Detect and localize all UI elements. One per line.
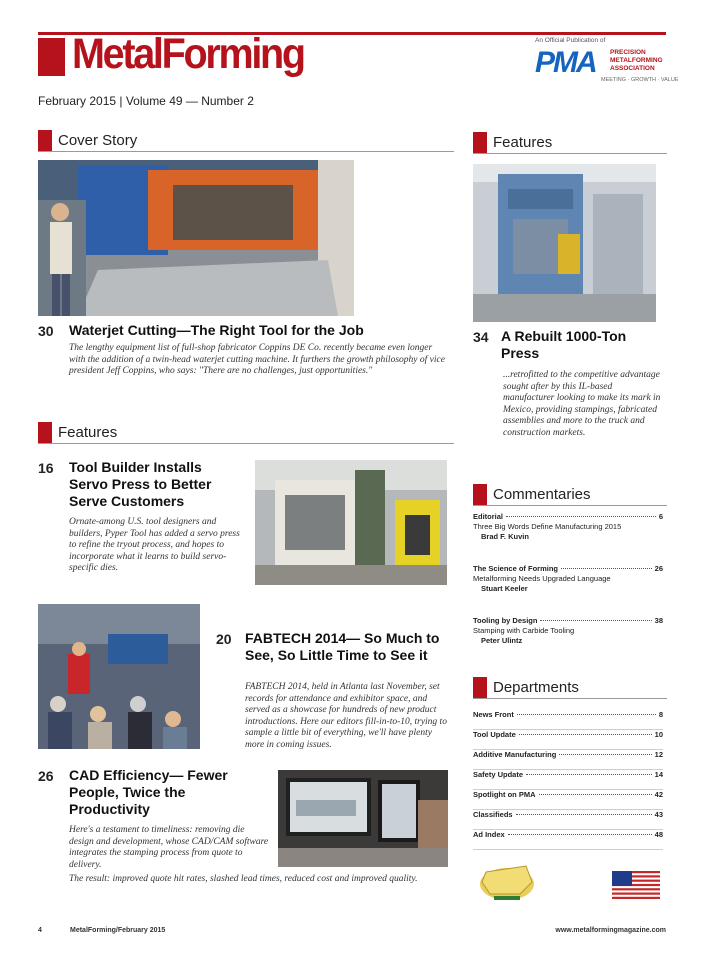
cover-story-page-number: 30 — [38, 323, 54, 339]
section-marker — [473, 132, 487, 153]
department-item[interactable] — [473, 770, 663, 790]
commentary-category: Editorial — [473, 512, 504, 521]
pma-tagline: An Official Publication of — [535, 37, 606, 44]
footer-url[interactable]: www.metalformingmagazine.com — [555, 927, 666, 934]
features-right-header — [473, 132, 552, 153]
commentary-page: 26 — [654, 564, 663, 573]
fabtech-crowd-photo — [38, 604, 200, 749]
section-rule — [473, 505, 667, 506]
department-label: News Front — [473, 710, 514, 719]
feature-page-number: 34 — [473, 329, 489, 345]
cover-story-header — [38, 130, 137, 151]
commentary-page: 38 — [654, 616, 663, 625]
cover-photo-waterjet — [38, 160, 354, 316]
award-seal-icon — [476, 860, 538, 902]
section-marker — [473, 677, 487, 698]
cover-story-headline[interactable]: Waterjet Cutting—The Right Tool for the Job — [69, 322, 364, 338]
feature-deck-continued: The result: improved quote hit rates, slashed lead times, reduced cost and improved quality. — [69, 874, 418, 884]
section-label: Cover Story — [58, 132, 138, 149]
feature-headline[interactable]: FABTECH 2014— So Much to See, So Little Time to See it — [245, 630, 440, 663]
commentary-title: Metalforming Needs Upgraded Language — [473, 574, 611, 583]
magazine-title: MetalForming — [72, 30, 304, 78]
commentary-entry[interactable] — [473, 512, 663, 542]
section-rule — [473, 698, 667, 699]
rebuilt-press-photo — [473, 164, 656, 322]
footer-publication: MetalForming/February 2015 — [70, 927, 166, 934]
department-item[interactable] — [473, 750, 663, 770]
departments-header — [473, 677, 579, 698]
commentary-category: The Science of Forming — [473, 564, 559, 573]
features-header — [38, 422, 117, 443]
department-label: Classifieds — [473, 810, 513, 819]
feature-deck: Ornate-among U.S. tool designers and builders, Pyper Tool has added a servo press to refine the tryout process, and hopes to incorporate what it learns to build servo-specific dies. — [69, 517, 240, 573]
pma-wordmark: PMA — [535, 46, 596, 79]
commentaries-header — [473, 484, 591, 505]
department-item[interactable] — [473, 810, 663, 830]
masthead-accent-block — [38, 38, 65, 76]
section-marker — [473, 484, 487, 505]
feature-page-number: 16 — [38, 460, 54, 476]
department-label: Ad Index — [473, 830, 505, 839]
department-item[interactable] — [473, 730, 663, 750]
pma-association-name: PRECISION METALFORMING ASSOCIATION — [610, 49, 663, 72]
section-label: Commentaries — [493, 486, 591, 503]
department-item[interactable] — [473, 830, 663, 850]
cover-story-deck: The lengthy equipment list of full-shop fabricator Coppins DE Co. recently became even longer with the addition of a twin-head waterjet cutting machine. It furthers the growth philosophy of vice president Jeff Coppins, who says: "There are no challenges, just opportunities." — [69, 343, 445, 376]
commentary-author: Stuart Keeler — [481, 584, 528, 593]
servo-press-photo — [255, 460, 447, 585]
pma-slogan: MEETING · GROWTH · VALUE — [601, 77, 679, 83]
section-label: Features — [493, 134, 553, 151]
commentary-author: Brad F. Kuvin — [481, 532, 529, 541]
feature-headline[interactable]: Tool Builder Installs Servo Press to Better Serve Customers — [69, 459, 212, 509]
us-flag-icon — [612, 871, 660, 899]
feature-headline[interactable]: CAD Efficiency— Fewer People, Twice the Productivity — [69, 767, 228, 817]
section-marker — [38, 130, 52, 151]
department-page: 43 — [654, 810, 663, 819]
section-marker — [38, 422, 52, 443]
cad-workstation-photo — [278, 770, 448, 867]
feature-headline[interactable]: A Rebuilt 1000-Ton Press — [501, 328, 627, 361]
commentary-page: 6 — [658, 512, 663, 521]
department-label: Tool Update — [473, 730, 516, 739]
department-item[interactable] — [473, 790, 663, 810]
department-label: Safety Update — [473, 770, 524, 779]
feature-deck: Here's a testament to timeliness: removing die design and development, whose CAD/CAM software integrates the stamping process from quote to delivery. — [69, 825, 269, 870]
section-rule — [38, 443, 454, 444]
commentary-title: Three Big Words Define Manufacturing 2015 — [473, 522, 622, 531]
feature-page-number: 20 — [216, 631, 232, 647]
department-label: Additive Manufacturing — [473, 750, 557, 759]
department-page: 48 — [654, 830, 663, 839]
department-item[interactable] — [473, 710, 663, 730]
department-page: 12 — [654, 750, 663, 759]
section-label: Departments — [493, 679, 579, 696]
departments-list — [473, 710, 663, 850]
feature-deck: FABTECH 2014, held in Atlanta last November, set records for attendance and exhibitor space, and served as a showcase for hundreds of new product introductions. Here our editors fill-in-to-10, trying to sample a little bit of everything, we'll have plenty more in coming issues. — [245, 682, 447, 750]
department-page: 42 — [654, 790, 663, 799]
footer-page-number: 4 — [38, 927, 42, 934]
department-page: 8 — [658, 710, 663, 719]
commentary-entry[interactable] — [473, 616, 663, 646]
section-rule — [38, 151, 454, 152]
commentary-author: Peter Ulintz — [481, 636, 523, 645]
department-page: 10 — [654, 730, 663, 739]
issue-line: February 2015 | Volume 49 — Number 2 — [38, 94, 254, 108]
feature-page-number: 26 — [38, 768, 54, 784]
commentary-title: Stamping with Carbide Tooling — [473, 626, 575, 635]
department-page: 14 — [654, 770, 663, 779]
feature-deck: ...retrofitted to the competitive advantage sought after by this IL-based manufacturer looking to make its mark in Mexico, providing stampings, fabricated assemblies and more to the truck and construction markets. — [503, 370, 661, 438]
commentary-category: Tooling by Design — [473, 616, 538, 625]
commentary-entry[interactable] — [473, 564, 663, 594]
department-label: Spotlight on PMA — [473, 790, 536, 799]
pma-logo — [535, 37, 679, 87]
section-rule — [473, 153, 667, 154]
section-label: Features — [58, 424, 118, 441]
